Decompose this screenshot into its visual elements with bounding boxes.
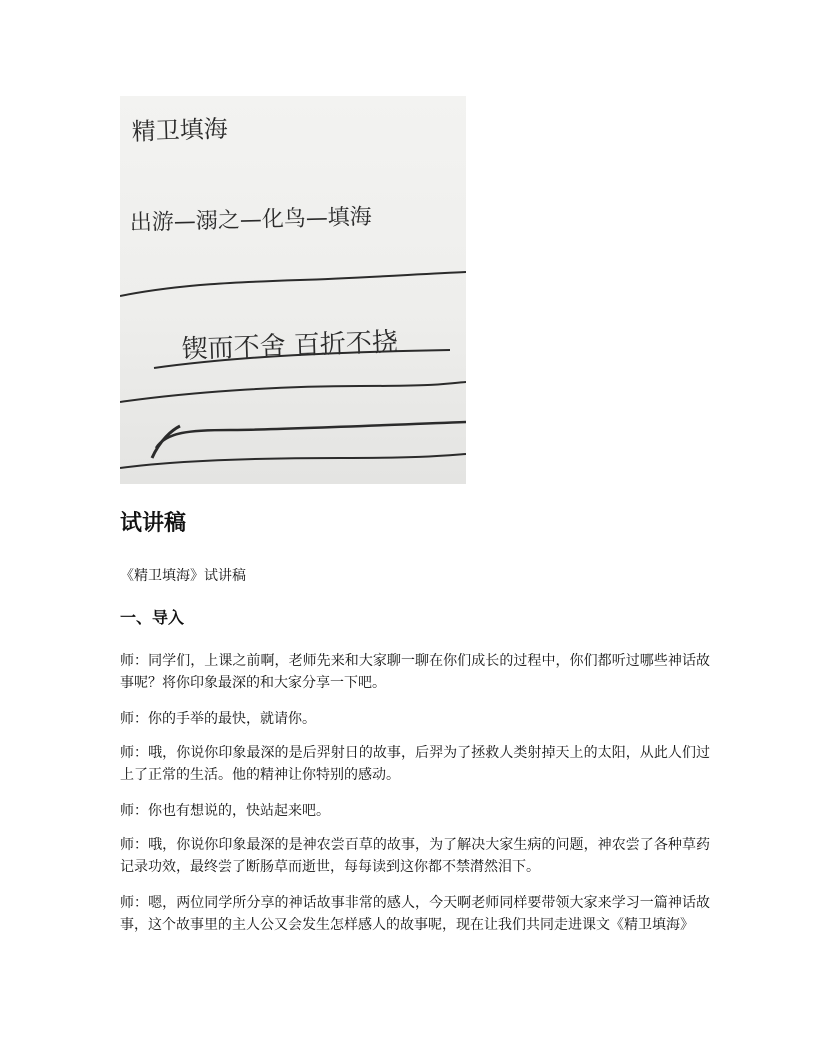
section-heading: 一、导入 bbox=[120, 608, 185, 627]
wave-line-1 bbox=[120, 272, 466, 296]
page-title: 试讲稿 bbox=[120, 511, 187, 536]
wave-curl bbox=[152, 426, 180, 458]
paragraph: 师：你也有想说的，快站起来吧。 bbox=[120, 803, 330, 819]
paragraph: 师：同学们，上课之前啊，老师先来和大家聊一聊在你们成长的过程中，你们都听过哪些神话故事呢？将你印象最深的和大家分享一下吧。 bbox=[120, 653, 710, 691]
handwriting-spirit-words: 锲而不舍 百折不挠 bbox=[181, 327, 399, 365]
wave-line-4 bbox=[120, 454, 466, 468]
paragraph: 师：你的手举的最快，就请你。 bbox=[120, 711, 316, 727]
document-subtitle: 《精卫填海》试讲稿 bbox=[120, 568, 246, 584]
handwriting-story-sequence: 出游—溺之—化鸟—填海 bbox=[129, 204, 373, 236]
handwriting-title: 精卫填海 bbox=[131, 114, 229, 146]
paragraph: 师：哦，你说你印象最深的是神农尝百草的故事，为了解决大家生病的问题，神农尝了各种草药记录功效，最终尝了断肠草而逝世，每每读到这你都不禁潸然泪下。 bbox=[120, 837, 710, 875]
paragraph: 师：嗯，两位同学所分享的神话故事非常的感人，今天啊老师同样要带领大家来学习一篇神话故事，这个故事里的主人公又会发生怎样感人的故事呢，现在让我们共同走进课文《精卫填海》 bbox=[120, 895, 710, 933]
wave-line-3 bbox=[156, 422, 466, 448]
paragraph: 师：哦，你说你印象最深的是后羿射日的故事，后羿为了拯救人类射掉天上的太阳，从此人们过上了正常的生活。他的精神让你特别的感动。 bbox=[120, 745, 710, 783]
handwritten-notes-photo bbox=[120, 96, 466, 484]
wave-line-2 bbox=[120, 382, 466, 402]
handwriting-drawing bbox=[120, 96, 466, 484]
